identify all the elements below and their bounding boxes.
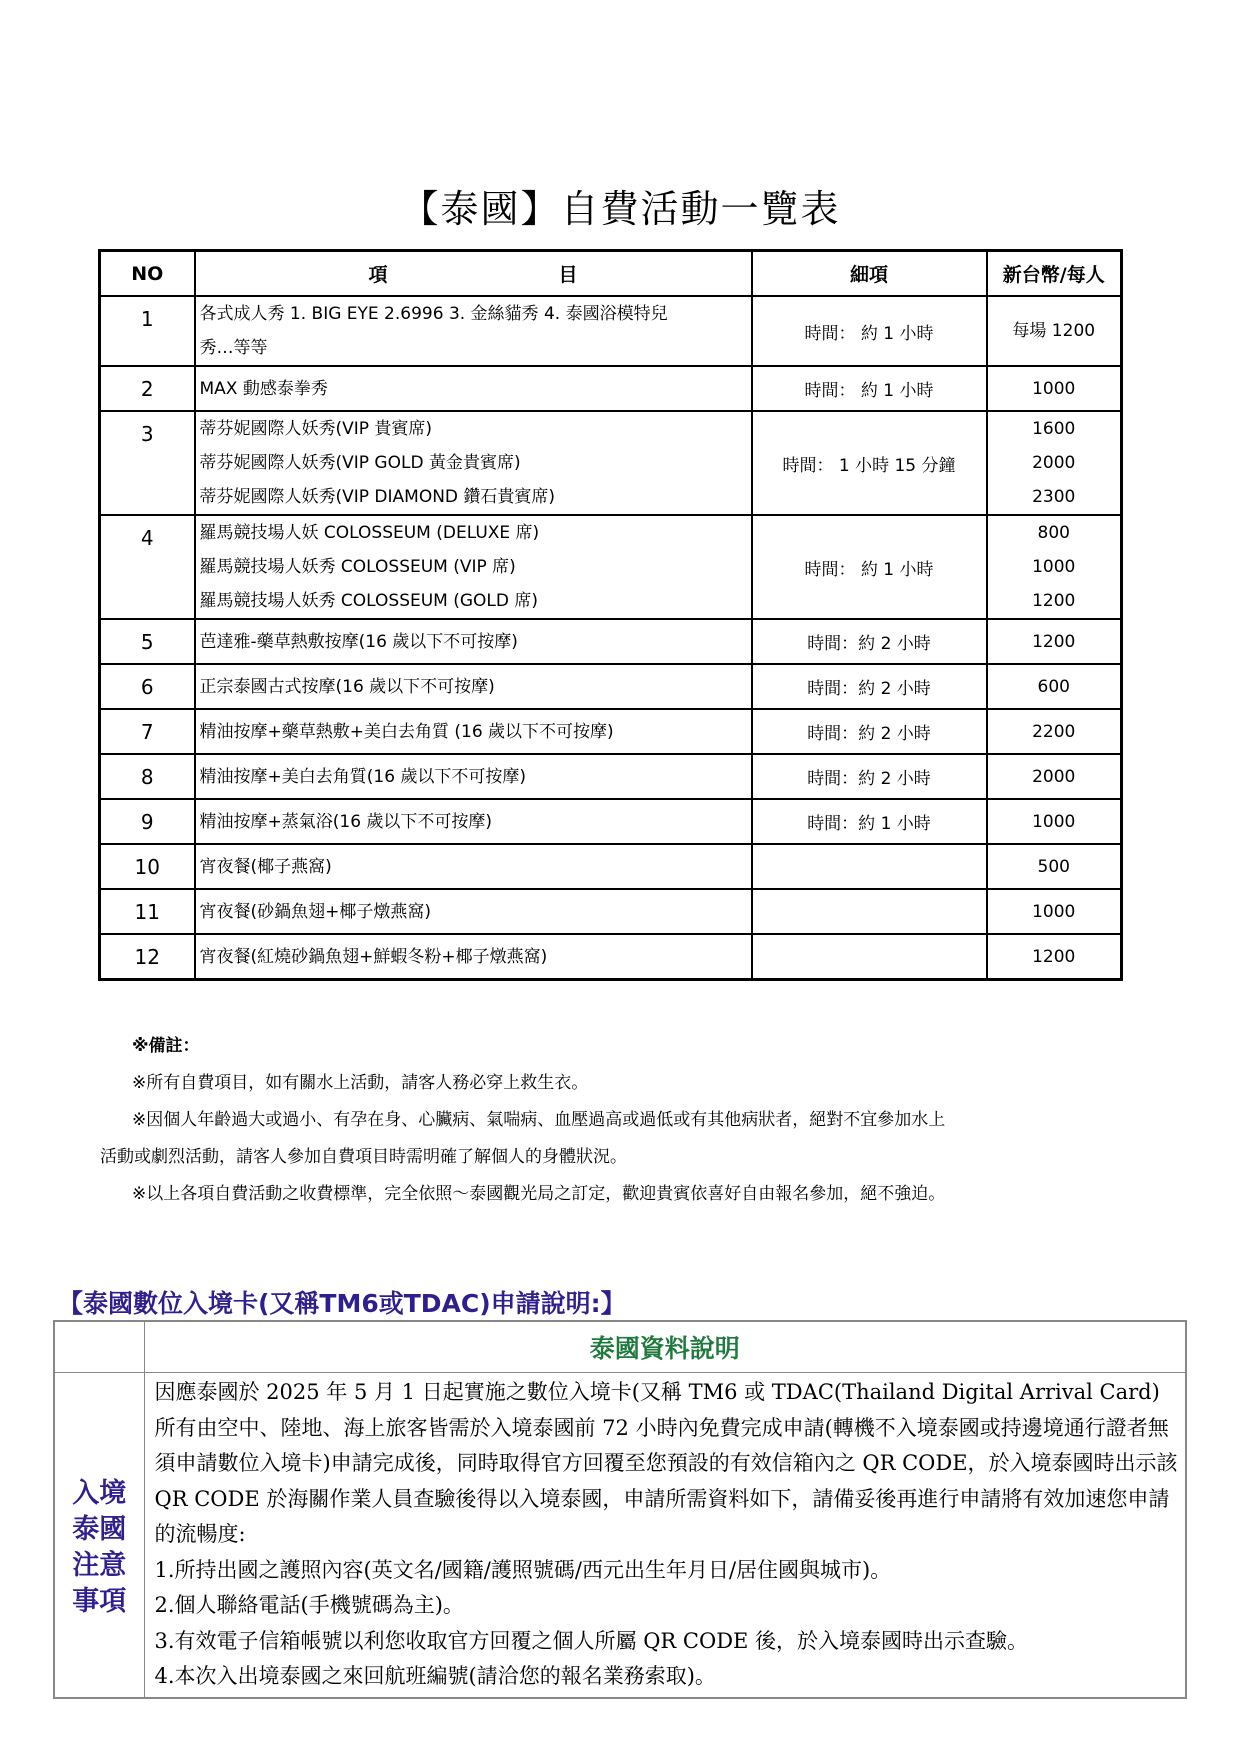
row-price [987,619,1122,664]
row-no: 10 [100,844,195,889]
item-line: 宵夜餐(紅燒砂鍋魚翅+鮮蝦冬粉+椰子燉燕窩) [199,946,548,967]
item-line: 精油按摩+藥草熱敷+美白去角質 (16 歲以下不可按摩) [199,721,614,742]
row-price [987,754,1122,799]
table-row [100,934,1122,980]
table-row [100,799,1122,844]
note-line: ※所有自費項目，如有關水上活動，請客人務必穿上救生衣。 [132,1073,589,1093]
row-no: 11 [100,889,195,934]
row-item [195,934,752,980]
row-price [987,411,1122,515]
tdac-item: 3.有效電子信箱帳號以利您收取官方回覆之個人所屬 QR CODE 後，於入境泰國時出示查驗。 [154,1628,1029,1653]
row-item [195,366,752,411]
price-line: 2000 [1032,766,1076,787]
row-no: 6 [100,664,195,709]
note-line: ※以上各項自費活動之收費標準，完全依照～泰國觀光局之訂定，歡迎貴賓依喜好自由報名參加，絕不強迫。 [132,1184,946,1204]
row-detail [752,889,987,934]
row-detail: 時間：約 2 小時 [752,664,987,709]
price-line: 600 [1037,676,1070,697]
row-detail: 時間：約 2 小時 [752,619,987,664]
item-line: 宵夜餐(砂鍋魚翅+椰子燉燕窩) [199,901,432,922]
row-no: 8 [100,754,195,799]
item-line: 蒂芬妮國際人妖秀(VIP DIAMOND 鑽石貴賓席) [199,487,556,507]
row-detail: 時間： 約 1 小時 [752,296,987,366]
activities-table [98,249,1123,981]
item-line: 正宗泰國古式按摩(16 歲以下不可按摩) [199,676,495,697]
side-label-line: 事項 [72,1586,127,1618]
table-row [100,754,1122,799]
tdac-table [53,1320,1187,1699]
row-detail [752,844,987,889]
table-row [100,366,1122,411]
row-no: 9 [100,799,195,844]
row-price [987,889,1122,934]
table-row [100,296,1122,366]
item-line: 蒂芬妮國際人妖秀(VIP 貴賓席) [199,419,433,439]
row-price [987,844,1122,889]
item-line: 宵夜餐(椰子燕窩) [199,856,332,877]
price-line: 500 [1037,856,1070,877]
note-line: 活動或劇烈活動，請客人參加自費項目時需明確了解個人的身體狀況。 [100,1147,627,1167]
row-item [195,619,752,664]
table-row [100,619,1122,664]
row-price [987,709,1122,754]
table-row [100,709,1122,754]
row-no: 3 [100,411,195,515]
header-no: NO [100,251,195,297]
row-item [195,844,752,889]
price-line: 1200 [1032,631,1076,652]
activity-rows [100,296,1122,980]
price-line: 1200 [1032,946,1076,967]
item-line: 羅馬競技場人妖秀 COLOSSEUM (VIP 席) [199,557,516,577]
tdac-header-empty [54,1321,144,1373]
table-row [100,844,1122,889]
price-line: 1000 [1032,378,1076,399]
table-row [100,664,1122,709]
row-price [987,934,1122,980]
row-detail: 時間：約 2 小時 [752,709,987,754]
table-row [100,889,1122,934]
row-item [195,296,752,366]
row-no: 1 [100,296,195,366]
row-no: 5 [100,619,195,664]
price-line: 2000 [1032,453,1076,473]
item-line: 芭達雅-藥草熱敷按摩(16 歲以下不可按摩) [199,631,518,652]
price-line: 1000 [1032,557,1076,577]
row-price [987,515,1122,619]
price-line: 1000 [1032,811,1076,832]
item-line: 秀…等等 [199,338,268,358]
tdac-item: 2.個人聯絡電話(手機號碼為主)。 [154,1593,464,1617]
price-line: 1000 [1032,901,1076,922]
tdac-section-title: 【泰國數位入境卡(又稱TM6或TDAC)申請說明:】 [58,1289,626,1318]
row-detail: 時間： 1 小時 15 分鐘 [752,411,987,515]
item-line: 精油按摩+美白去角質(16 歲以下不可按摩) [199,766,527,787]
row-detail [752,934,987,980]
row-item [195,664,752,709]
row-item [195,709,752,754]
row-detail: 時間：約 1 小時 [752,799,987,844]
item-line: MAX 動感泰拳秀 [199,378,328,399]
table-row [100,515,1122,619]
row-no: 12 [100,934,195,980]
item-line: 各式成人秀 1. BIG EYE 2.6996 3. 金絲貓秀 4. 泰國浴模特兒 [199,304,668,324]
item-line: 精油按摩+蒸氣浴(16 歲以下不可按摩) [199,811,493,832]
side-label-line: 泰國 [72,1514,127,1546]
row-no: 4 [100,515,195,619]
row-item [195,889,752,934]
price-line: 1200 [1032,591,1076,611]
tdac-paragraph: 因應泰國於 2025 年 5 月 1 日起實施之數位入境卡(又稱 TM6 或 TDAC(Thailand Digital Arrival Card)所有由空中、陸地、海上旅客皆需於入境泰國前 72 小時內免費完成申請(轉機不入境泰國或持邊境通行證者無須申請數位入境卡)申請完成後，同時取得官方回覆至您預設的有效信箱內之 QR CODE，於入境泰國時出示該 QR CODE 於海關作業人員查驗後得以入境泰國，申請所需資料如下，請備妥後再進行申請將有效加速您申請的流暢度: [154,1380,1178,1546]
price-line: 1600 [1032,419,1076,439]
row-detail: 時間：約 2 小時 [752,754,987,799]
price-line: 2200 [1032,721,1076,742]
notes-heading: ※備註： [132,1036,200,1056]
table-header-row [100,251,1122,297]
row-item [195,411,752,515]
row-detail: 時間： 約 1 小時 [752,366,987,411]
note-line: ※因個人年齡過大或過小、有孕在身、心臟病、氣喘病、血壓過高或過低或有其他病狀者，絕對不宜參加水上 [132,1110,946,1130]
tdac-item: 1.所持出國之護照內容(英文名/國籍/護照號碼/西元出生年月日/居住國與城市)。 [154,1557,892,1582]
header-item: 項 目 [195,251,752,297]
row-price [987,664,1122,709]
price-line: 每場 1200 [1012,321,1096,341]
row-item [195,515,752,619]
side-label-line: 注意 [72,1550,127,1582]
notes [100,1028,1140,1213]
header-detail: 細項 [752,251,987,297]
row-detail: 時間： 約 1 小時 [752,515,987,619]
tdac-body-row [54,1373,1186,1698]
price-line: 800 [1037,523,1070,543]
row-item [195,754,752,799]
tdac-body [144,1373,1186,1698]
row-price [987,799,1122,844]
row-no: 2 [100,366,195,411]
tdac-header-row [54,1321,1186,1373]
item-line: 羅馬競技場人妖秀 COLOSSEUM (GOLD 席) [199,591,539,611]
row-price [987,366,1122,411]
item-line: 羅馬競技場人妖 COLOSSEUM (DELUXE 席) [199,523,540,543]
side-label-line: 入境 [72,1478,127,1510]
row-no: 7 [100,709,195,754]
row-item [195,799,752,844]
tdac-item: 4.本次入出境泰國之來回航班編號(請洽您的報名業務索取)。 [154,1664,716,1688]
row-price [987,296,1122,366]
table-row [100,411,1122,515]
page-title: 【泰國】自費活動一覽表 [400,187,841,231]
tdac-side-label [54,1373,144,1698]
tdac-header: 泰國資料說明 [144,1321,1186,1373]
price-line: 2300 [1032,487,1076,507]
header-price: 新台幣/每人 [987,251,1122,297]
item-line: 蒂芬妮國際人妖秀(VIP GOLD 黃金貴賓席) [199,453,521,473]
